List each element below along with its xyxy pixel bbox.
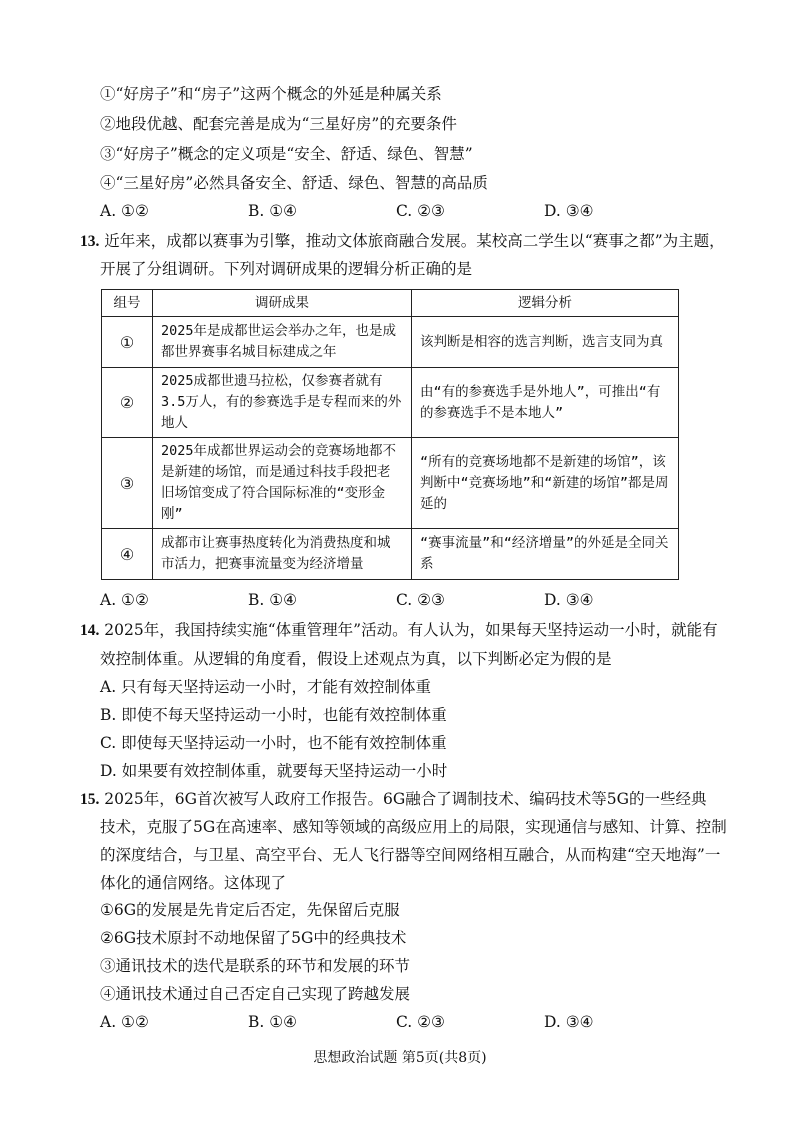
q14-option-c[interactable]: C. 即使每天坚持运动一小时，也不能有效控制体重: [100, 734, 447, 752]
q13-option-c[interactable]: C. ②③: [396, 591, 445, 609]
q15-option-c[interactable]: C. ②③: [396, 1013, 445, 1031]
row-analysis: “赛事流量”和“经济增量”的外延是全同关系: [412, 529, 679, 580]
header-analysis: 逻辑分析: [412, 290, 679, 317]
table-row: [102, 317, 679, 368]
q15-stem-line-2: 技术，克服了5G在高速率、感知等领域的高级应用上的局限，实现通信与感知、计算、控制: [100, 818, 727, 836]
row-analysis: 该判断是相容的选言判断，选言支同为真: [412, 317, 679, 368]
page-footer: 思想政治试题 第5页(共8页): [313, 1050, 487, 1066]
q12-statement-2: ②地段优越、配套完善是成为“三星好房”的充要条件: [100, 115, 457, 133]
q13-option-b[interactable]: B. ①④: [248, 591, 298, 609]
table-row: [102, 529, 679, 580]
q12-option-d[interactable]: D. ③④: [544, 202, 594, 220]
q14-option-b[interactable]: B. 即使不每天坚持运动一小时，也能有效控制体重: [100, 706, 447, 724]
table-header-row: [102, 290, 679, 317]
header-result: 调研成果: [153, 290, 412, 317]
q12-option-b[interactable]: B. ①④: [248, 202, 298, 220]
q12-statement-1: ①“好房子”和“房子”这两个概念的外延是种属关系: [100, 85, 442, 103]
q15-option-d[interactable]: D. ③④: [544, 1013, 594, 1031]
row-result: 2025成都世遗马拉松，仅参赛者就有3.5万人，有的参赛选手是专程而来的外地人: [153, 368, 412, 438]
row-number: ②: [102, 368, 153, 438]
table-row: [102, 368, 679, 438]
q15-stem-line-3: 的深度结合，与卫星、高空平台、无人飞行器等空间网络相互融合，从而构建“空天地海”一: [100, 846, 721, 864]
q13-option-a[interactable]: A. ①②: [100, 591, 149, 609]
header-group-no: 组号: [102, 290, 153, 317]
q15-number: 15.: [80, 791, 100, 808]
table-row: [102, 438, 679, 529]
q14-stem-line-1: 14. 2025年，我国持续实施“体重管理年”活动。有人认为，如果每天坚持运动一小时，就能有: [80, 621, 718, 639]
q15-stem-line-4: 体化的通信网络。这体现了: [100, 874, 287, 892]
q14-number: 14.: [80, 622, 100, 639]
q15-statement-1: ①6G的发展是先肯定后否定，先保留后克服: [100, 901, 400, 919]
q12-statement-4: ④“三星好房”必然具备安全、舒适、绿色、智慧的高品质: [100, 174, 488, 192]
q14-stem-line-2: 效控制体重。从逻辑的角度看，假设上述观点为真，以下判断必定为假的是: [100, 650, 612, 668]
row-result: 成都市让赛事热度转化为消费热度和城市活力，把赛事流量变为经济增量: [153, 529, 412, 580]
q13-stem-line-2: 开展了分组调研。下列对调研成果的逻辑分析正确的是: [100, 260, 473, 278]
q15-statement-4: ④通讯技术通过自己否定自己实现了跨越发展: [100, 985, 411, 1003]
q15-statement-2: ②6G技术原封不动地保留了5G中的经典技术: [100, 929, 407, 947]
q15-statement-3: ③通讯技术的迭代是联系的环节和发展的环节: [100, 957, 411, 975]
q13-stem-line-1: 13. 近年来，成都以赛事为引擎，推动文体旅商融合发展。某校高二学生以“赛事之都”为主题，: [80, 232, 725, 250]
q12-option-c[interactable]: C. ②③: [396, 202, 445, 220]
row-analysis: 由“有的参赛选手是外地人”，可推出“有的参赛选手不是本地人”: [412, 368, 679, 438]
q15-stem-line-1: 15. 2025年，6G首次被写人政府工作报告。6G融合了调制技术、编码技术等5G的一些经典: [80, 790, 707, 808]
q15-option-b[interactable]: B. ①④: [248, 1013, 298, 1031]
row-analysis: “所有的竞赛场地都不是新建的场馆”，该判断中“竞赛场地”和“新建的场馆”都是周延的: [412, 438, 679, 529]
q14-option-a[interactable]: A. 只有每天坚持运动一小时，才能有效控制体重: [100, 678, 432, 696]
q13-option-d[interactable]: D. ③④: [544, 591, 594, 609]
q12-statement-3: ③“好房子”概念的定义项是“安全、舒适、绿色、智慧”: [100, 145, 473, 163]
q14-option-d[interactable]: D. 如果要有效控制体重，就要每天坚持运动一小时: [100, 762, 448, 780]
row-number: ③: [102, 438, 153, 529]
q15-option-a[interactable]: A. ①②: [100, 1013, 149, 1031]
row-number: ①: [102, 317, 153, 368]
research-table: [101, 289, 679, 580]
row-result: 2025年成都世界运动会的竞赛场地都不是新建的场馆，而是通过科技手段把老旧场馆变成了符合国际标准的“变形金刚”: [153, 438, 412, 529]
q13-number: 13.: [80, 233, 100, 250]
row-result: 2025年是成都世运会举办之年，也是成都世界赛事名城目标建成之年: [153, 317, 412, 368]
row-number: ④: [102, 529, 153, 580]
q12-option-a[interactable]: A. ①②: [100, 202, 149, 220]
